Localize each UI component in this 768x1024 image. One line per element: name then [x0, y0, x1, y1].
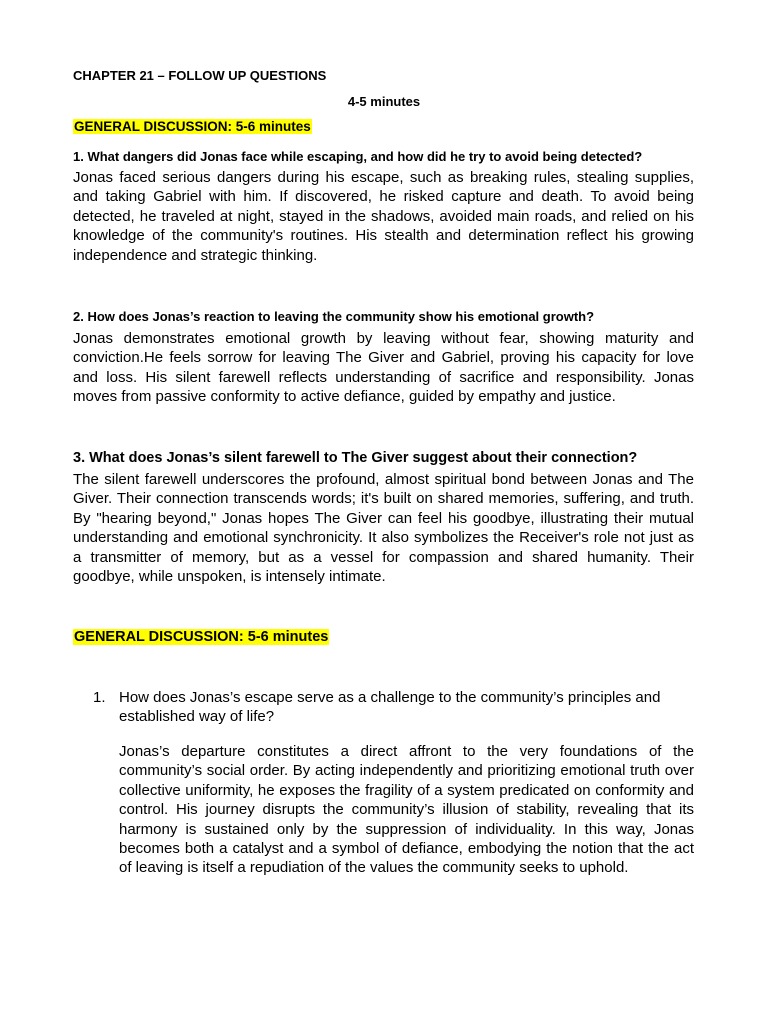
answer-1: Jonas faced serious dangers during his escape, such as breaking rules, stealing supplies, and taking Gabriel with him. If discovered, he risked capture and death. To avoid being detected, he traveled at night, stayed in the shadows, avoided main roads, and relied on his knowledge of the community's routines. His stealth and determination reflect his growing independence and strategic thinking.	[73, 169, 694, 264]
list-item-number: 1.	[93, 689, 106, 706]
question-1: 1. What dangers did Jonas face while escaping, and how did he try to avoid being detected?	[73, 149, 643, 164]
answer-3: The silent farewell underscores the profound, almost spiritual bond between Jonas and The Giver. Their connection transcends words; it's built on shared memories, suffering, and truth. By "hearing beyond," Jonas hopes The Giver can feel his goodbye, illustrating their mutual understanding and emotional synchronicity. It also symbolizes the Receiver's role not just as a transmitter of memory, but as a vessel for compassion and shared humanity. Their goodbye, while unspoken, is intensely intimate.	[73, 471, 694, 586]
question-2: 2. How does Jonas’s reaction to leaving the community show his emotional growth?	[73, 309, 595, 324]
list-item-answer: Jonas’s departure constitutes a direct affront to the very foundations of the community’s social order. By acting independently and prioritizing emotional truth over collective uniformity, he exposes the fragility of a system predicated on conformity and control. His journey disrupts the community’s illusion of stability, revealing that its harmony is sustained only by the suppression of individuality. In this way, Jonas becomes both a catalyst and a symbol of defiance, embodying the notion that the act of leaving is itself a repudiation of the values the community seeks to uphold.	[119, 743, 694, 877]
highlighted-heading-text: GENERAL DISCUSSION: 5-6 minutes	[74, 629, 329, 645]
question-3: 3. What does Jonas’s silent farewell to The Giver suggest about their connection?	[73, 450, 638, 466]
section-heading	[73, 119, 312, 134]
list-item-question: How does Jonas’s escape serve as a challenge to the community’s principles and established way of life?	[119, 689, 661, 726]
answer-2: Jonas demonstrates emotional growth by leaving without fear, showing maturity and conviction.He feels sorrow for leaving The Giver and Gabriel, proving his capacity for love and loss. His silent farewell reflects understanding of sacrifice and responsibility. Jonas moves from passive conformity to active defiance, guided by empathy and justice.	[73, 330, 694, 406]
time-estimate: 4-5 minutes	[347, 94, 421, 109]
section-heading-2	[73, 629, 329, 645]
highlighted-heading-text: GENERAL DISCUSSION: 5-6 minutes	[74, 119, 311, 134]
page-title: CHAPTER 21 – FOLLOW UP QUESTIONS	[73, 68, 327, 83]
